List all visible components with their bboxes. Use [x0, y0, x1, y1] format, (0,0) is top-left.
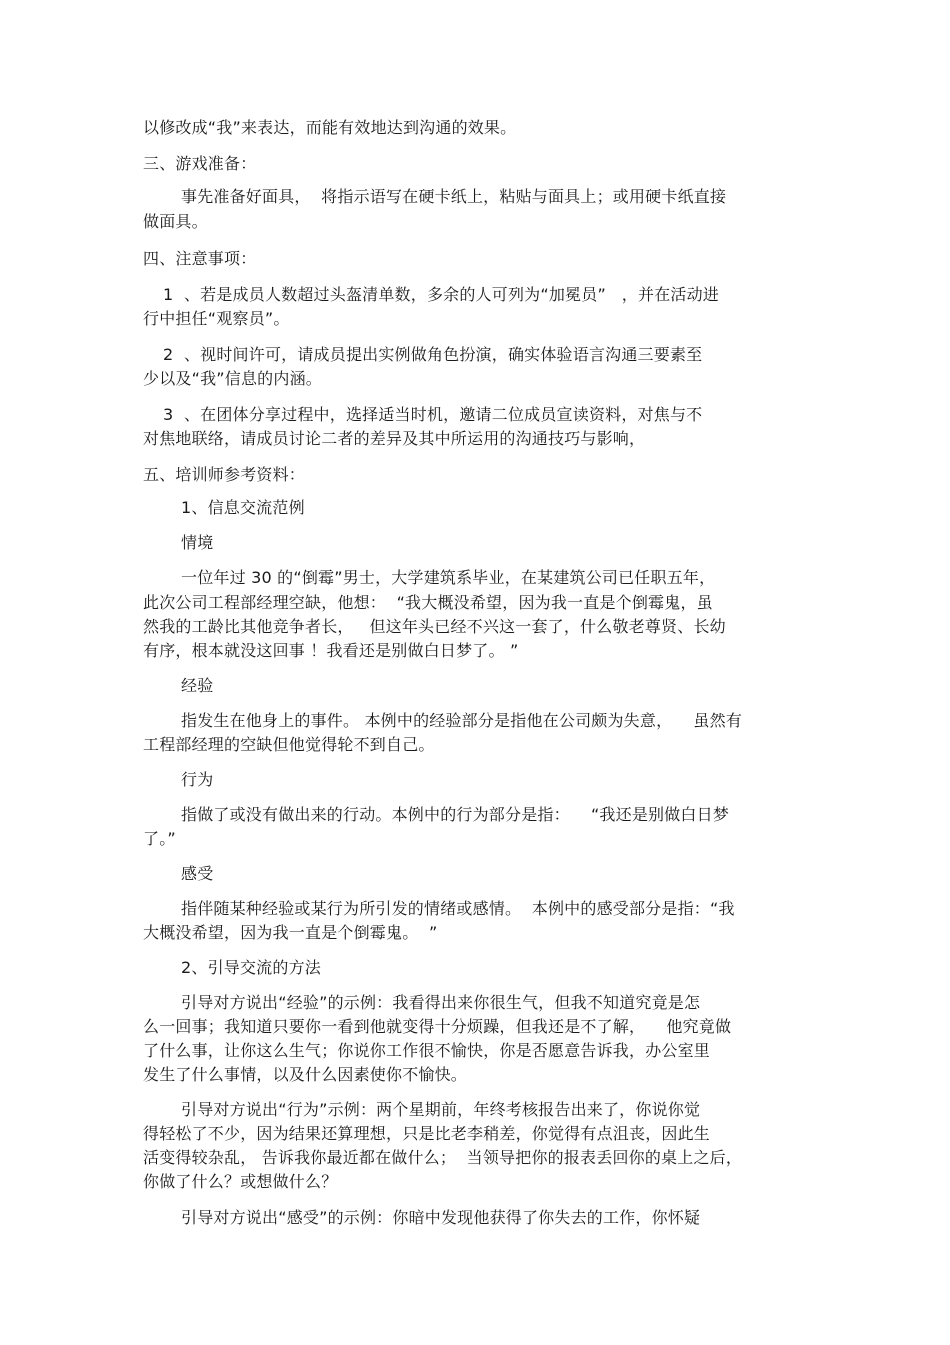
text-line: 引导对方说出“感受”的示例：你暗中发现他获得了你失去的工作，你怀疑	[181, 1208, 701, 1227]
text-line: 你做了什么？或想做什么？	[143, 1172, 338, 1191]
text-line: 事先准备好面具， 将指示语写在硬卡纸上，粘贴与面具上；或用硬卡纸直接	[181, 187, 727, 206]
subheading: 经验	[181, 676, 214, 695]
text-line: 指做了或没有做出来的行动。本例中的行为部分是指： “我还是别做白日梦	[181, 805, 730, 824]
subheading: 2、引导交流的方法	[181, 958, 321, 977]
section-heading-5: 五、培训师参考资料：	[143, 465, 306, 484]
text-line: 一位年过 30 的“倒霉”男士，大学建筑系毕业，在某建筑公司已任职五年，	[181, 568, 716, 587]
text-line: 指发生在他身上的事件。 本例中的经验部分是指他在公司颇为失意， 虽然有	[181, 711, 743, 730]
text-line: 以修改成“我”来表达，而能有效地达到沟通的效果。	[143, 118, 517, 137]
subheading: 情境	[181, 533, 214, 552]
text-line: 引导对方说出“经验”的示例：我看得出来你很生气，但我不知道究竟是怎	[181, 993, 701, 1012]
section-heading-4: 四、注意事项：	[143, 249, 257, 268]
numbered-item-3: 3 、在团体分享过程中，选择适当时机，邀请二位成员宣读资料，对焦与不	[163, 405, 703, 424]
text-line: 有序，根本就没这回事 ！我看还是别做白日梦了。 ”	[143, 641, 519, 660]
text-line: 么一回事；我知道只要你一看到他就变得十分烦躁，但我还是不了解， 他究竟做	[143, 1017, 732, 1036]
text-line: 对焦地联络，请成员讨论二者的差异及其中所运用的沟通技巧与影响，	[143, 429, 646, 448]
text-line: 做面具。	[143, 212, 208, 231]
subheading: 1、信息交流范例	[181, 498, 305, 517]
text-line: 了。”	[143, 829, 176, 848]
text-line: 指伴随某种经验或某行为所引发的情绪或感情。 本例中的感受部分是指：“我	[181, 899, 735, 918]
numbered-item-2: 2 、视时间许可，请成员提出实例做角色扮演，确实体验语言沟通三要素至	[163, 345, 703, 364]
numbered-item-1: 1 、若是成员人数超过头盔清单数，多余的人可列为“加冕员” ，并在活动进	[163, 285, 719, 304]
text-line: 引导对方说出“行为”示例：两个星期前，年终考核报告出来了，你说你觉	[181, 1100, 701, 1119]
text-line: 此次公司工程部经理空缺，他想： “我大概没希望，因为我一直是个倒霉鬼，虽	[143, 593, 713, 612]
text-line: 行中担任“观察员”。	[143, 309, 290, 328]
section-heading-3: 三、游戏准备：	[143, 154, 257, 173]
text-line: 大概没希望，因为我一直是个倒霉鬼。 ”	[143, 923, 438, 942]
text-line: 少以及“我”信息的内涵。	[143, 369, 322, 388]
text-line: 得轻松了不少，因为结果还算理想，只是比老李稍差，你觉得有点沮丧，因此生	[143, 1124, 711, 1143]
text-line: 活变得较杂乱， 告诉我你最近都在做什么； 当领导把你的报表丢回你的桌上之后，	[143, 1148, 743, 1167]
text-line: 然我的工龄比其他竞争者长， 但这年头已经不兴这一套了，什么敬老尊贤、长幼	[143, 617, 726, 636]
text-line: 了什么事，让你这么生气；你说你工作很不愉快，你是否愿意告诉我，办公室里	[143, 1041, 711, 1060]
text-line: 发生了什么事情，以及什么因素使你不愉快。	[143, 1065, 468, 1084]
subheading: 感受	[181, 864, 214, 883]
text-line: 工程部经理的空缺但他觉得轮不到自己。	[143, 735, 435, 754]
subheading: 行为	[181, 770, 214, 789]
